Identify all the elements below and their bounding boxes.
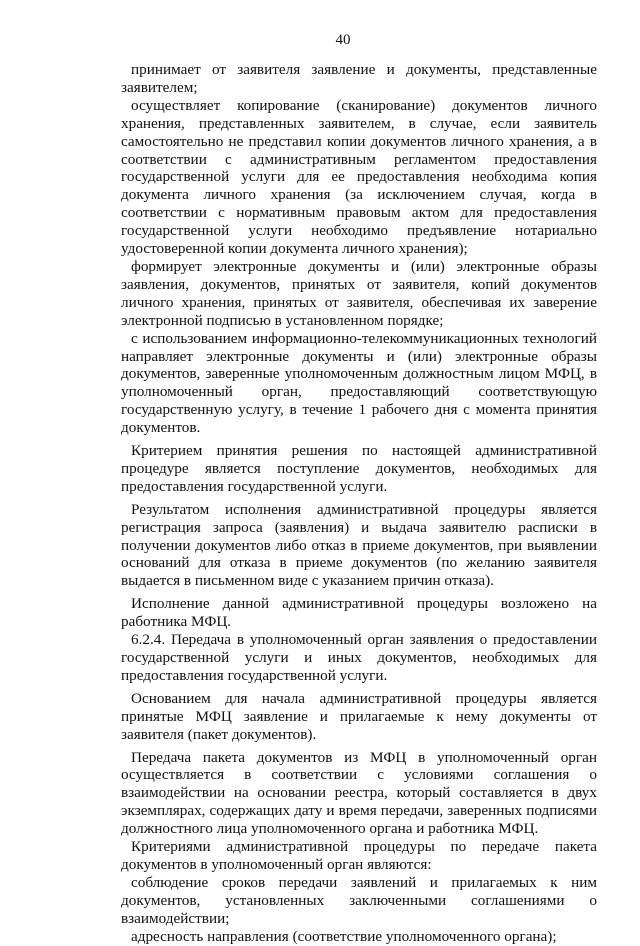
paragraph-12: соблюдение сроков передачи заявлений и прилагаемых к ним документов, установленных заключенными соглашениями о взаимодействии;	[121, 873, 597, 927]
paragraph-7: Исполнение данной административной процедуры возложено на работника МФЦ.	[121, 595, 597, 631]
paragraph-4: с использованием информационно-телекоммуникационных технологий направляет электронные документы и (или) электронные образы документов, заверенные уполномоченным должностным лицом МФЦ, в уполномоченный орган, предоставляющий соответствующую государственную услугу, в течение 1 рабочего дня с момента принятия документов.	[121, 329, 597, 437]
document-body	[121, 61, 597, 946]
paragraph-2: осуществляет копирование (сканирование) документов личного хранения, представленных заявителем, в случае, если заявитель самостоятельно не представил копии документов личного хранения, а в соответствии с административным регламентом предоставления государственной услуги для ее предоставления необходима копия документа личного хранения (за исключением случая, когда в соответствии с нормативным правовым актом для предоставления государственной услуги необходимо предъявление нотариально удостоверенной копии документа личного хранения);	[121, 96, 597, 258]
paragraph-5: Критерием принятия решения по настоящей административной процедуре является поступление документов, необходимых для предоставления государственной услуги.	[121, 442, 597, 495]
paragraph-1: принимает от заявителя заявление и документы, представленные заявителем;	[121, 61, 597, 96]
paragraph-6: Результатом исполнения административной процедуры является регистрация запроса (заявления) и выдача заявителю расписки в получении документов либо отказ в приеме документов, при выявлении оснований для отказа в приеме документов (по желанию заявителя выдается в письменном виде с указанием причин отказа).	[121, 500, 597, 590]
paragraph-11: Критериями административной процедуры по передаче пакета документов в уполномоченный орган являются:	[121, 838, 597, 873]
paragraph-10: Передача пакета документов из МФЦ в уполномоченный орган осуществляется в соответствии с условиями соглашения о взаимодействии на основании реестра, который составляется в двух экземплярах, содержащих дату и время передачи, заверенных подписями должностного лица уполномоченного органа и работника МФЦ.	[121, 748, 597, 838]
page-number: 40	[335, 32, 351, 48]
paragraph-3: формирует электронные документы и (или) электронные образы заявления, документов, принятых от заявителя, копий документов личного хранения, принятых от заявителя, обеспечивая их заверение электронной подписью в установленном порядке;	[121, 257, 597, 329]
paragraph-9: Основанием для начала административной процедуры является принятые МФЦ заявление и прилагаемые к нему документы от заявителя (пакет документов).	[121, 689, 597, 743]
paragraph-13: адресность направления (соответствие уполномоченного органа);	[131, 927, 557, 945]
paragraph-8: 6.2.4. Передача в уполномоченный орган заявления о предоставлении государственной услуги и иных документов, необходимых для предоставления государственной услуги.	[121, 631, 597, 684]
